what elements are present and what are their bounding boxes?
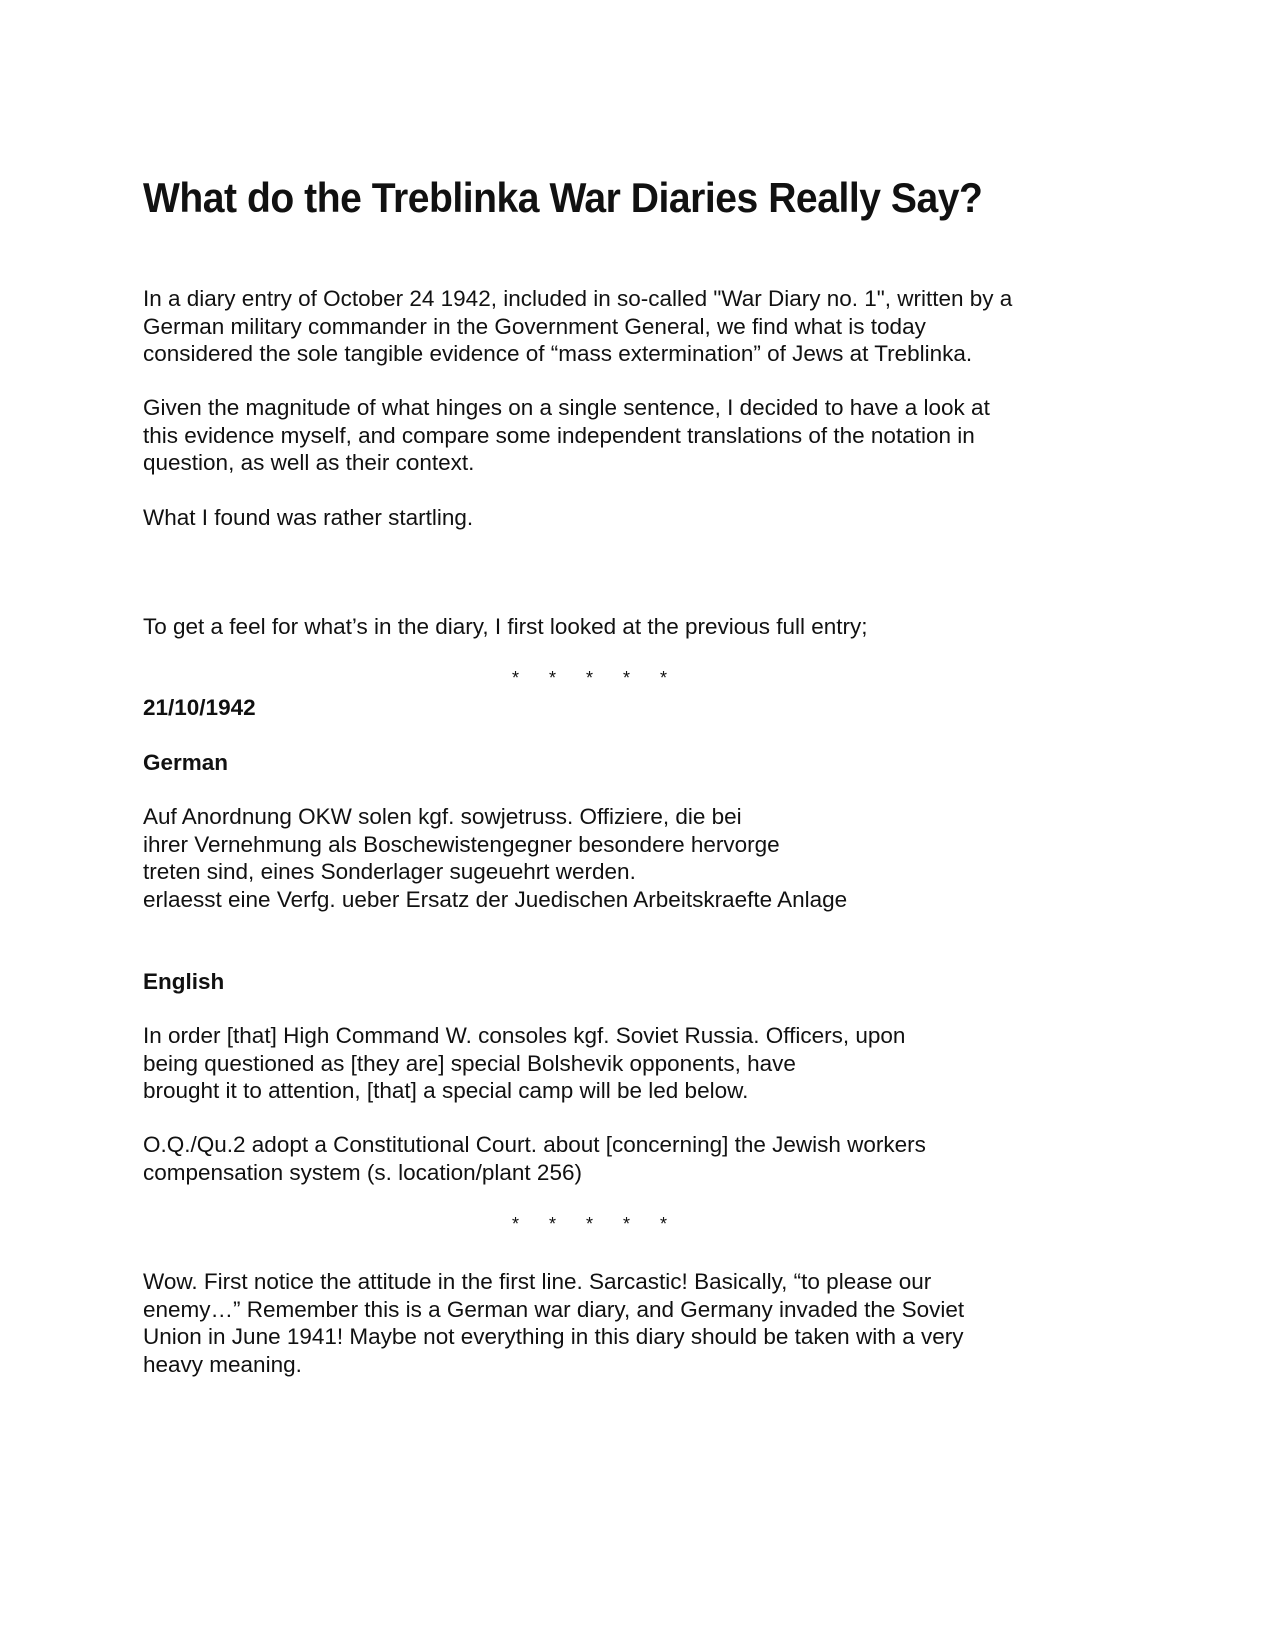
finding-paragraph: What I found was rather startling.: [143, 505, 474, 530]
entry-date: 21/10/1942: [143, 695, 256, 720]
english-translation-1: In order [that] High Command W. consoles kgf. Soviet Russia. Officers, upon being questioned as [they are] special Bolshevik opponents, have brought it to attention, [that] a special camp will be led below.: [143, 1023, 906, 1103]
section-separator-2: * * * * *: [512, 1214, 668, 1234]
section-separator: * * * * *: [512, 668, 668, 688]
intro-paragraph: In a diary entry of October 24 1942, included in so-called "War Diary no. 1", written by a German military commander in the Government General, we find what is today considered the sole tangible evidence of “mass extermination” of Jews at Treblinka.: [143, 286, 1013, 366]
english-translation-2: O.Q./Qu.2 adopt a Constitutional Court. about [concerning] the Jewish workers compensation system (s. location/plant 256): [143, 1132, 926, 1185]
german-heading: German: [143, 750, 229, 775]
english-heading: English: [143, 969, 225, 994]
german-text: Auf Anordnung OKW solen kgf. sowjetruss. Offiziere, die bei ihrer Vernehmung als Boschewistengegner besondere hervorge treten sind, eines Sonderlager sugeuehrt werden. erlaesst eine Verfg. ueber Ersatz der Juedischen Arbeitskraefte Anlage: [143, 804, 848, 912]
commentary-paragraph: Wow. First notice the attitude in the first line. Sarcastic! Basically, “to please our enemy…” Remember this is a German war diary, and Germany invaded the Soviet Union in June 1941! Maybe not everything in this diary should be taken with a very heavy meaning.: [143, 1269, 965, 1377]
method-paragraph: To get a feel for what’s in the diary, I first looked at the previous full entry;: [143, 614, 868, 639]
context-paragraph: Given the magnitude of what hinges on a single sentence, I decided to have a look at this evidence myself, and compare some independent translations of the notation in question, as well as their context.: [143, 395, 990, 475]
document-title: What do the Treblinka War Diaries Really Say?: [143, 174, 983, 221]
